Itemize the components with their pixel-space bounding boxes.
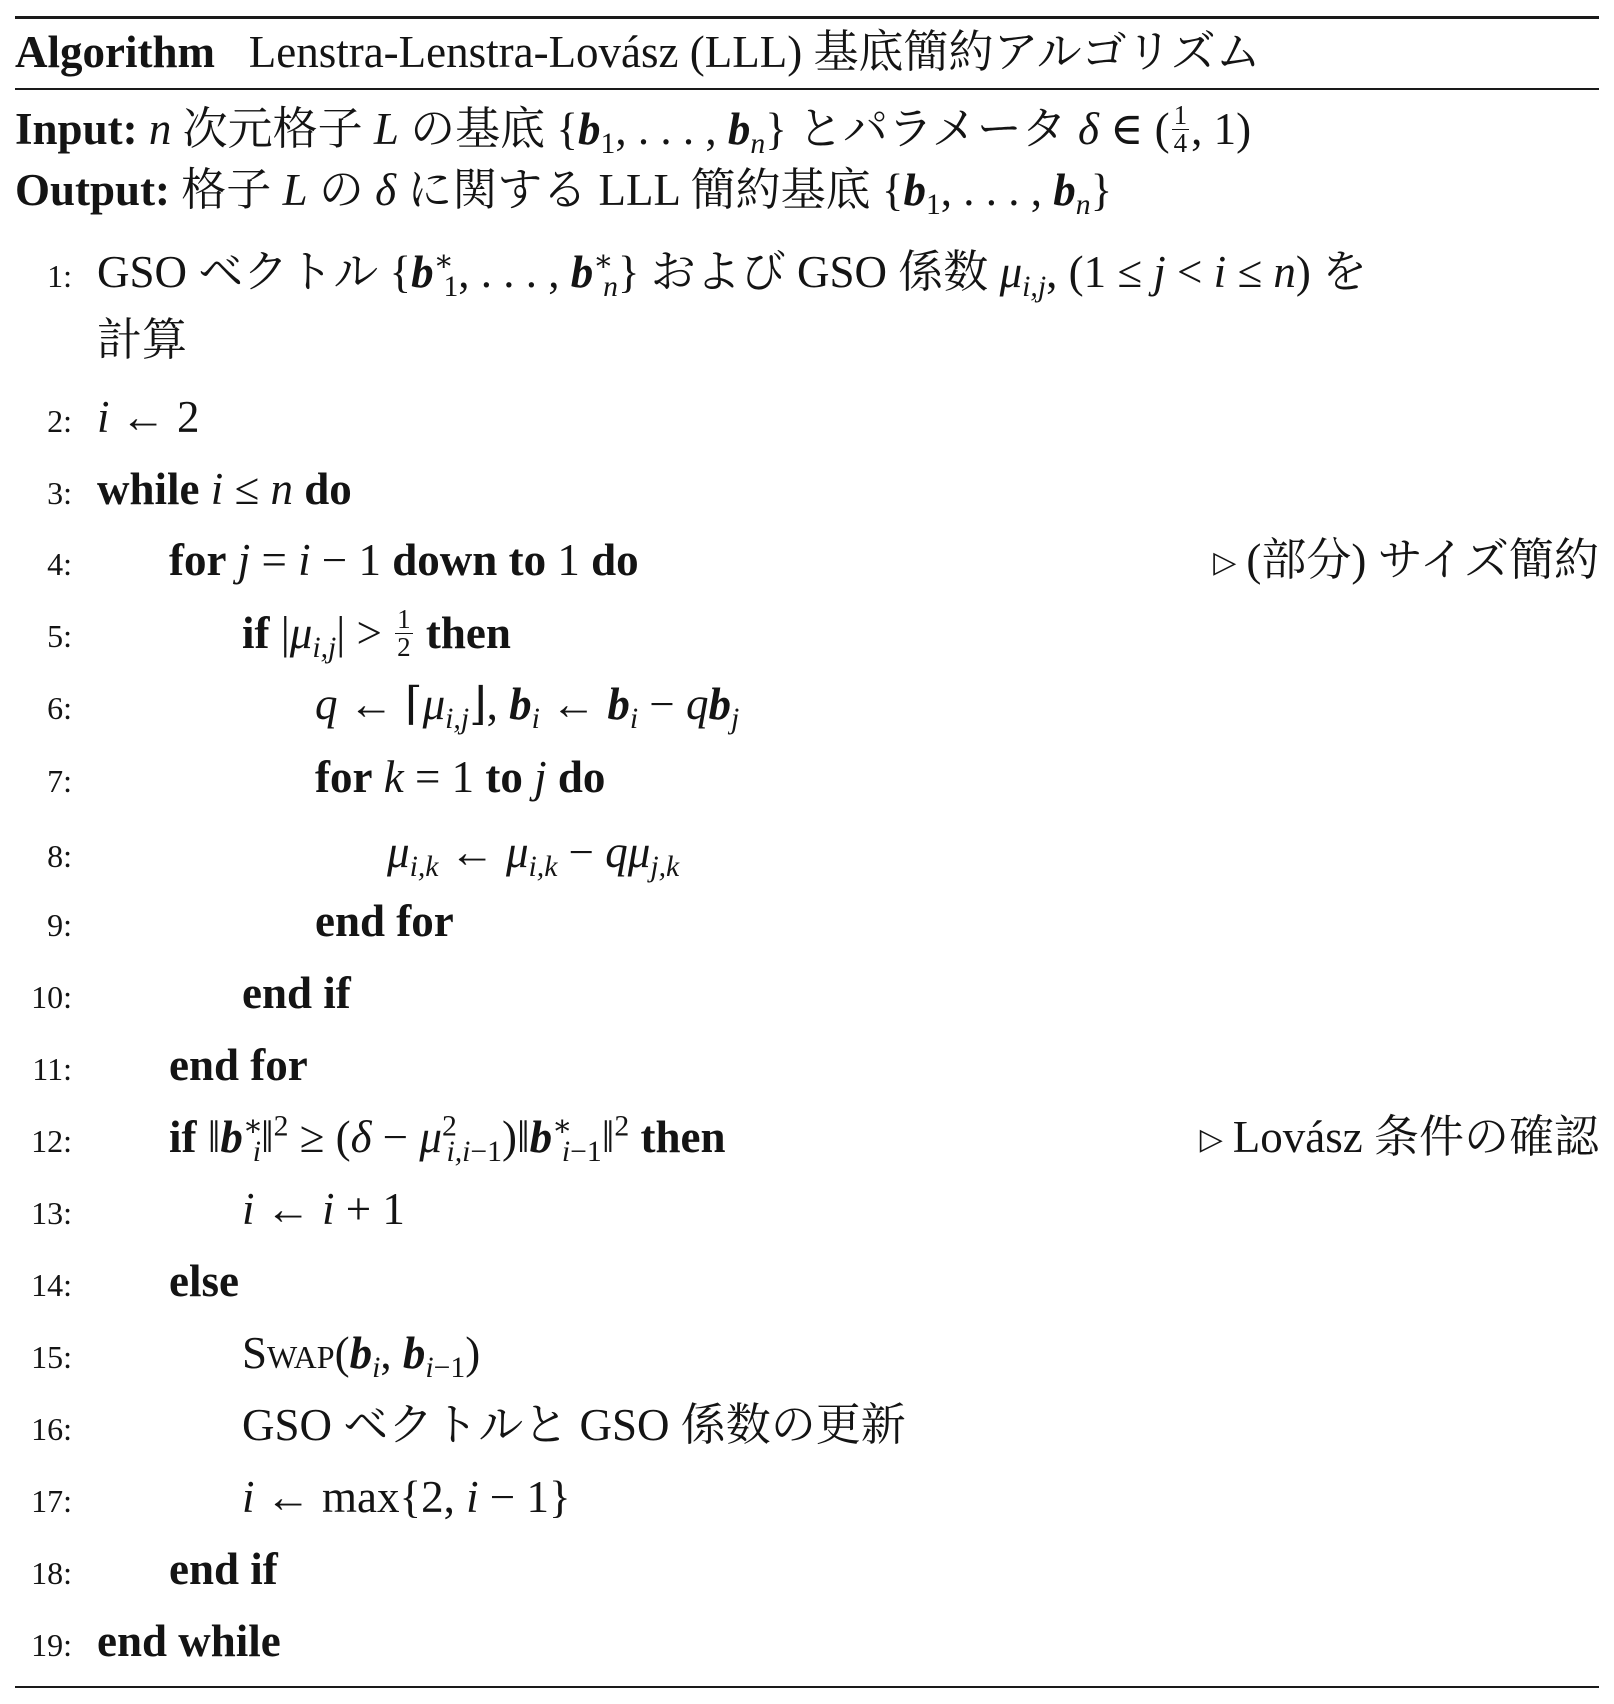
input-label: Input: — [15, 103, 138, 154]
keyword-end-for: end for — [169, 1040, 308, 1090]
gso-text: GSO ベクトル — [97, 247, 379, 297]
keyword-end-if: end if — [169, 1544, 278, 1594]
math-basis-set: {$b_1$, . . . , $b_n$} — [556, 103, 787, 160]
math-delta-range: δ ∈ ( $\frac{1}{4}$ , 1) — [1077, 100, 1252, 158]
output-label: Output: — [15, 165, 171, 215]
math-statement: q ← $⌈\mu_{i,j}⌋$, $b_i$ ← $b_i - qb_j$ — [315, 679, 740, 735]
algorithm-title: Lenstra-Lenstra-Lovász (LLL) 基底簡約アルゴリズム — [248, 27, 1261, 77]
output-text-1: 格子 — [181, 165, 272, 215]
math-mu-range: $\mu_{i,j}$, (1 ≤ j < i ≤ n) — [999, 247, 1311, 303]
keyword-while: while — [97, 464, 200, 514]
math-L: L — [282, 165, 308, 215]
keyword-then: then — [425, 607, 511, 658]
output-line — [15, 165, 1599, 221]
line-number: 15: — [31, 1339, 72, 1375]
keyword-end-if: end if — [242, 968, 351, 1018]
keyword-for: for — [169, 535, 227, 585]
keyword-down-to: down to — [392, 535, 547, 585]
math-bound: 1 — [557, 535, 580, 585]
output-text-3: に関する LLL 簡約基底 — [407, 165, 871, 215]
math-delta: δ — [375, 165, 397, 215]
math-n: n — [148, 103, 172, 154]
update-text: GSO ベクトルと GSO 係数の更新 — [242, 1400, 906, 1450]
line-continuation: 計算 — [97, 315, 188, 365]
line-number: 16: — [31, 1411, 72, 1447]
line-number: 14: — [31, 1267, 72, 1303]
math-gso-vectors: {$b^∗_1$, . . . , $b^∗_n$} — [389, 245, 640, 303]
math-basis-set: {$b_1$, . . . , $b_n$} — [881, 165, 1113, 221]
math-condition: i ≤ n — [210, 464, 293, 514]
keyword-do: do — [557, 752, 606, 802]
keyword-else: else — [169, 1256, 239, 1306]
line-content — [169, 1110, 726, 1168]
keyword-to: to — [485, 752, 523, 802]
line-number: 19: — [31, 1627, 72, 1663]
math-loop-init: j = i − 1 — [237, 535, 382, 585]
line-number: 17: — [31, 1483, 72, 1519]
line-number: 1: — [47, 258, 72, 294]
keyword-end-for: end for — [315, 896, 454, 946]
line-number: 18: — [31, 1555, 72, 1591]
comment-text: (部分) サイズ簡約 — [1246, 535, 1599, 585]
line-number: 10: — [31, 979, 72, 1015]
keyword-if: if — [169, 1112, 197, 1162]
comment-triangle-icon: ▷ — [1213, 546, 1237, 579]
line-content — [242, 1328, 481, 1384]
line-number: 3: — [47, 475, 72, 511]
line-content — [315, 752, 606, 802]
input-text-2: の基底 — [410, 103, 546, 154]
top-rule — [15, 16, 1599, 19]
fraction-quarter: $\frac{1}{4}$ — [1173, 100, 1188, 158]
input-text-1: 次元格子 — [182, 103, 363, 154]
math-assign: i ← 2 — [97, 392, 200, 442]
line-content — [97, 245, 1368, 303]
line-number: 13: — [31, 1195, 72, 1231]
comment — [1199, 1112, 1599, 1162]
gso-coef-text: および GSO 係数 — [650, 247, 989, 297]
line-number: 5: — [47, 618, 72, 654]
algorithm-header — [15, 27, 1599, 77]
line-number: 11: — [32, 1051, 72, 1087]
fraction-half: $\frac{1}{2}$ — [397, 604, 411, 662]
math-L: L — [373, 103, 399, 154]
comment-triangle-icon: ▷ — [1199, 1123, 1223, 1156]
math-statement: $\mu_{i,k}$ ← $\mu_{i,k} - q\mu_{j,k}$ — [387, 827, 680, 883]
math-assign: i ← i + 1 — [242, 1184, 405, 1234]
math-loop-init: k = 1 — [383, 752, 475, 802]
math-bound: j — [534, 752, 547, 802]
keyword-for: for — [315, 752, 373, 802]
line-number: 8: — [47, 838, 72, 874]
math-args: ($b_i$, $b_{i-1}$) — [334, 1328, 481, 1384]
keyword-do: do — [304, 464, 352, 514]
line-number: 7: — [47, 763, 72, 799]
math-assign: i ← max{2, i − 1} — [242, 1472, 571, 1522]
header-rule — [15, 88, 1599, 90]
particle-text: を — [1322, 247, 1368, 297]
line-number: 12: — [31, 1123, 72, 1159]
math-lovasz-condition: $‖b^∗_i‖^2 \ge (\delta$ − $\mu^2_{i,i-1})‖b^∗_{i-1}‖^2$ — [207, 1110, 630, 1168]
bottom-rule — [15, 1686, 1599, 1688]
procedure-swap: Swap — [242, 1328, 335, 1378]
math-condition: $|\mu_{i,j}|$ > $\frac{1}{2}$ — [280, 604, 411, 664]
output-text-2: の — [318, 165, 364, 215]
line-number: 2: — [47, 403, 72, 439]
keyword-if: if — [242, 607, 270, 658]
input-line — [15, 100, 1599, 161]
line-number: 9: — [47, 907, 72, 943]
comment-text: Lovász 条件の確認 — [1232, 1112, 1599, 1162]
algorithm-label: Algorithm — [15, 27, 215, 77]
keyword-end-while: end while — [97, 1616, 281, 1666]
line-number: 4: — [47, 546, 72, 582]
line-content — [97, 464, 352, 514]
line-content — [169, 535, 639, 585]
keyword-then: then — [640, 1112, 726, 1162]
line-content — [242, 604, 511, 665]
line-number: 6: — [47, 690, 72, 726]
comment — [1213, 535, 1599, 585]
keyword-do: do — [591, 535, 639, 585]
input-text-3: とパラメータ — [798, 103, 1067, 154]
